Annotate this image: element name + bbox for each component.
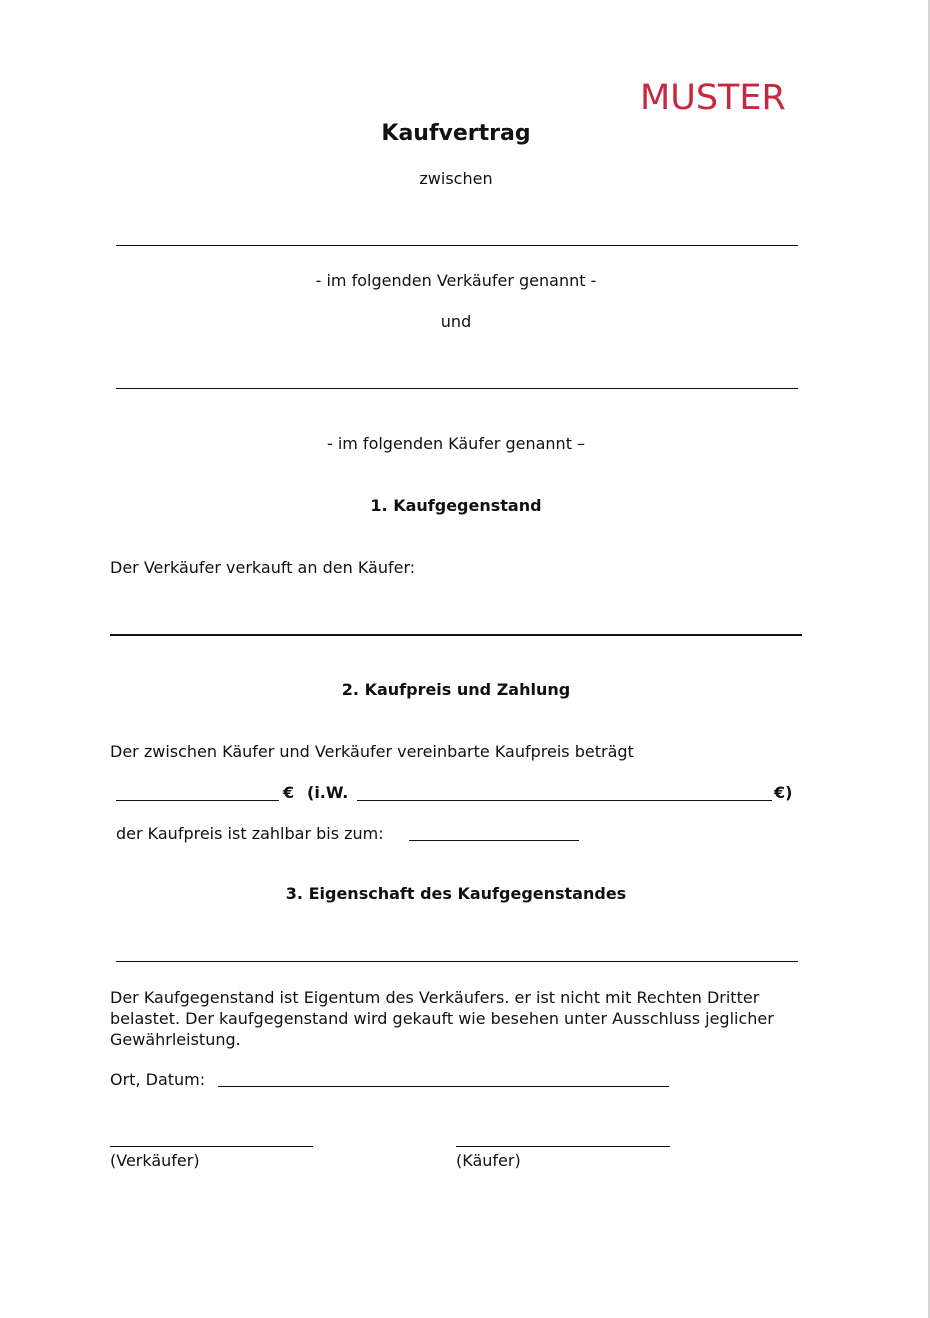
section2-text: Der zwischen Käufer und Verkäufer vereinbarte Kaufpreis beträgt — [110, 742, 634, 761]
seller-signature-line[interactable] — [110, 1146, 313, 1147]
euro-close-label: €) — [774, 783, 793, 802]
section2-heading: 2. Kaufpreis und Zahlung — [341, 680, 571, 699]
section1-text: Der Verkäufer verkauft an den Käufer: — [110, 558, 416, 577]
and-label: und — [440, 312, 472, 331]
buyer-note: - im folgenden Käufer genannt – — [326, 434, 586, 453]
place-date-label: Ort, Datum: — [110, 1070, 206, 1089]
section3-heading: 3. Eigenschaft des Kaufgegenstandes — [285, 884, 627, 903]
due-date-line[interactable] — [409, 840, 579, 841]
buyer-name-line[interactable] — [116, 388, 798, 389]
due-date-label: der Kaufpreis ist zahlbar bis zum: — [116, 824, 384, 843]
price-in-words-line[interactable] — [357, 800, 772, 801]
item-description-line[interactable] — [110, 634, 802, 636]
section3-text: Der Kaufgegenstand ist Eigentum des Verkäufers. er ist nicht mit Rechten Dritter belastet. Der kaufgegenstand wird gekauft wie besehen unter Ausschluss jeglicher Gewährleistung. — [110, 988, 774, 1049]
buyer-signature-label: (Käufer) — [456, 1151, 521, 1170]
place-date-line[interactable] — [218, 1086, 669, 1087]
seller-name-line[interactable] — [116, 245, 798, 246]
price-amount-line[interactable] — [116, 800, 279, 801]
seller-signature-label: (Verkäufer) — [110, 1151, 200, 1170]
page-title: Kaufvertrag — [381, 121, 531, 146]
in-words-label: (i.W. — [307, 783, 349, 802]
euro-label: € — [283, 783, 295, 802]
section1-heading: 1. Kaufgegenstand — [370, 496, 542, 515]
property-line[interactable] — [116, 961, 798, 962]
muster-stamp: MUSTER — [640, 78, 786, 118]
between-label: zwischen — [419, 169, 493, 188]
buyer-signature-line[interactable] — [456, 1146, 670, 1147]
seller-note: - im folgenden Verkäufer genannt - — [315, 271, 597, 290]
